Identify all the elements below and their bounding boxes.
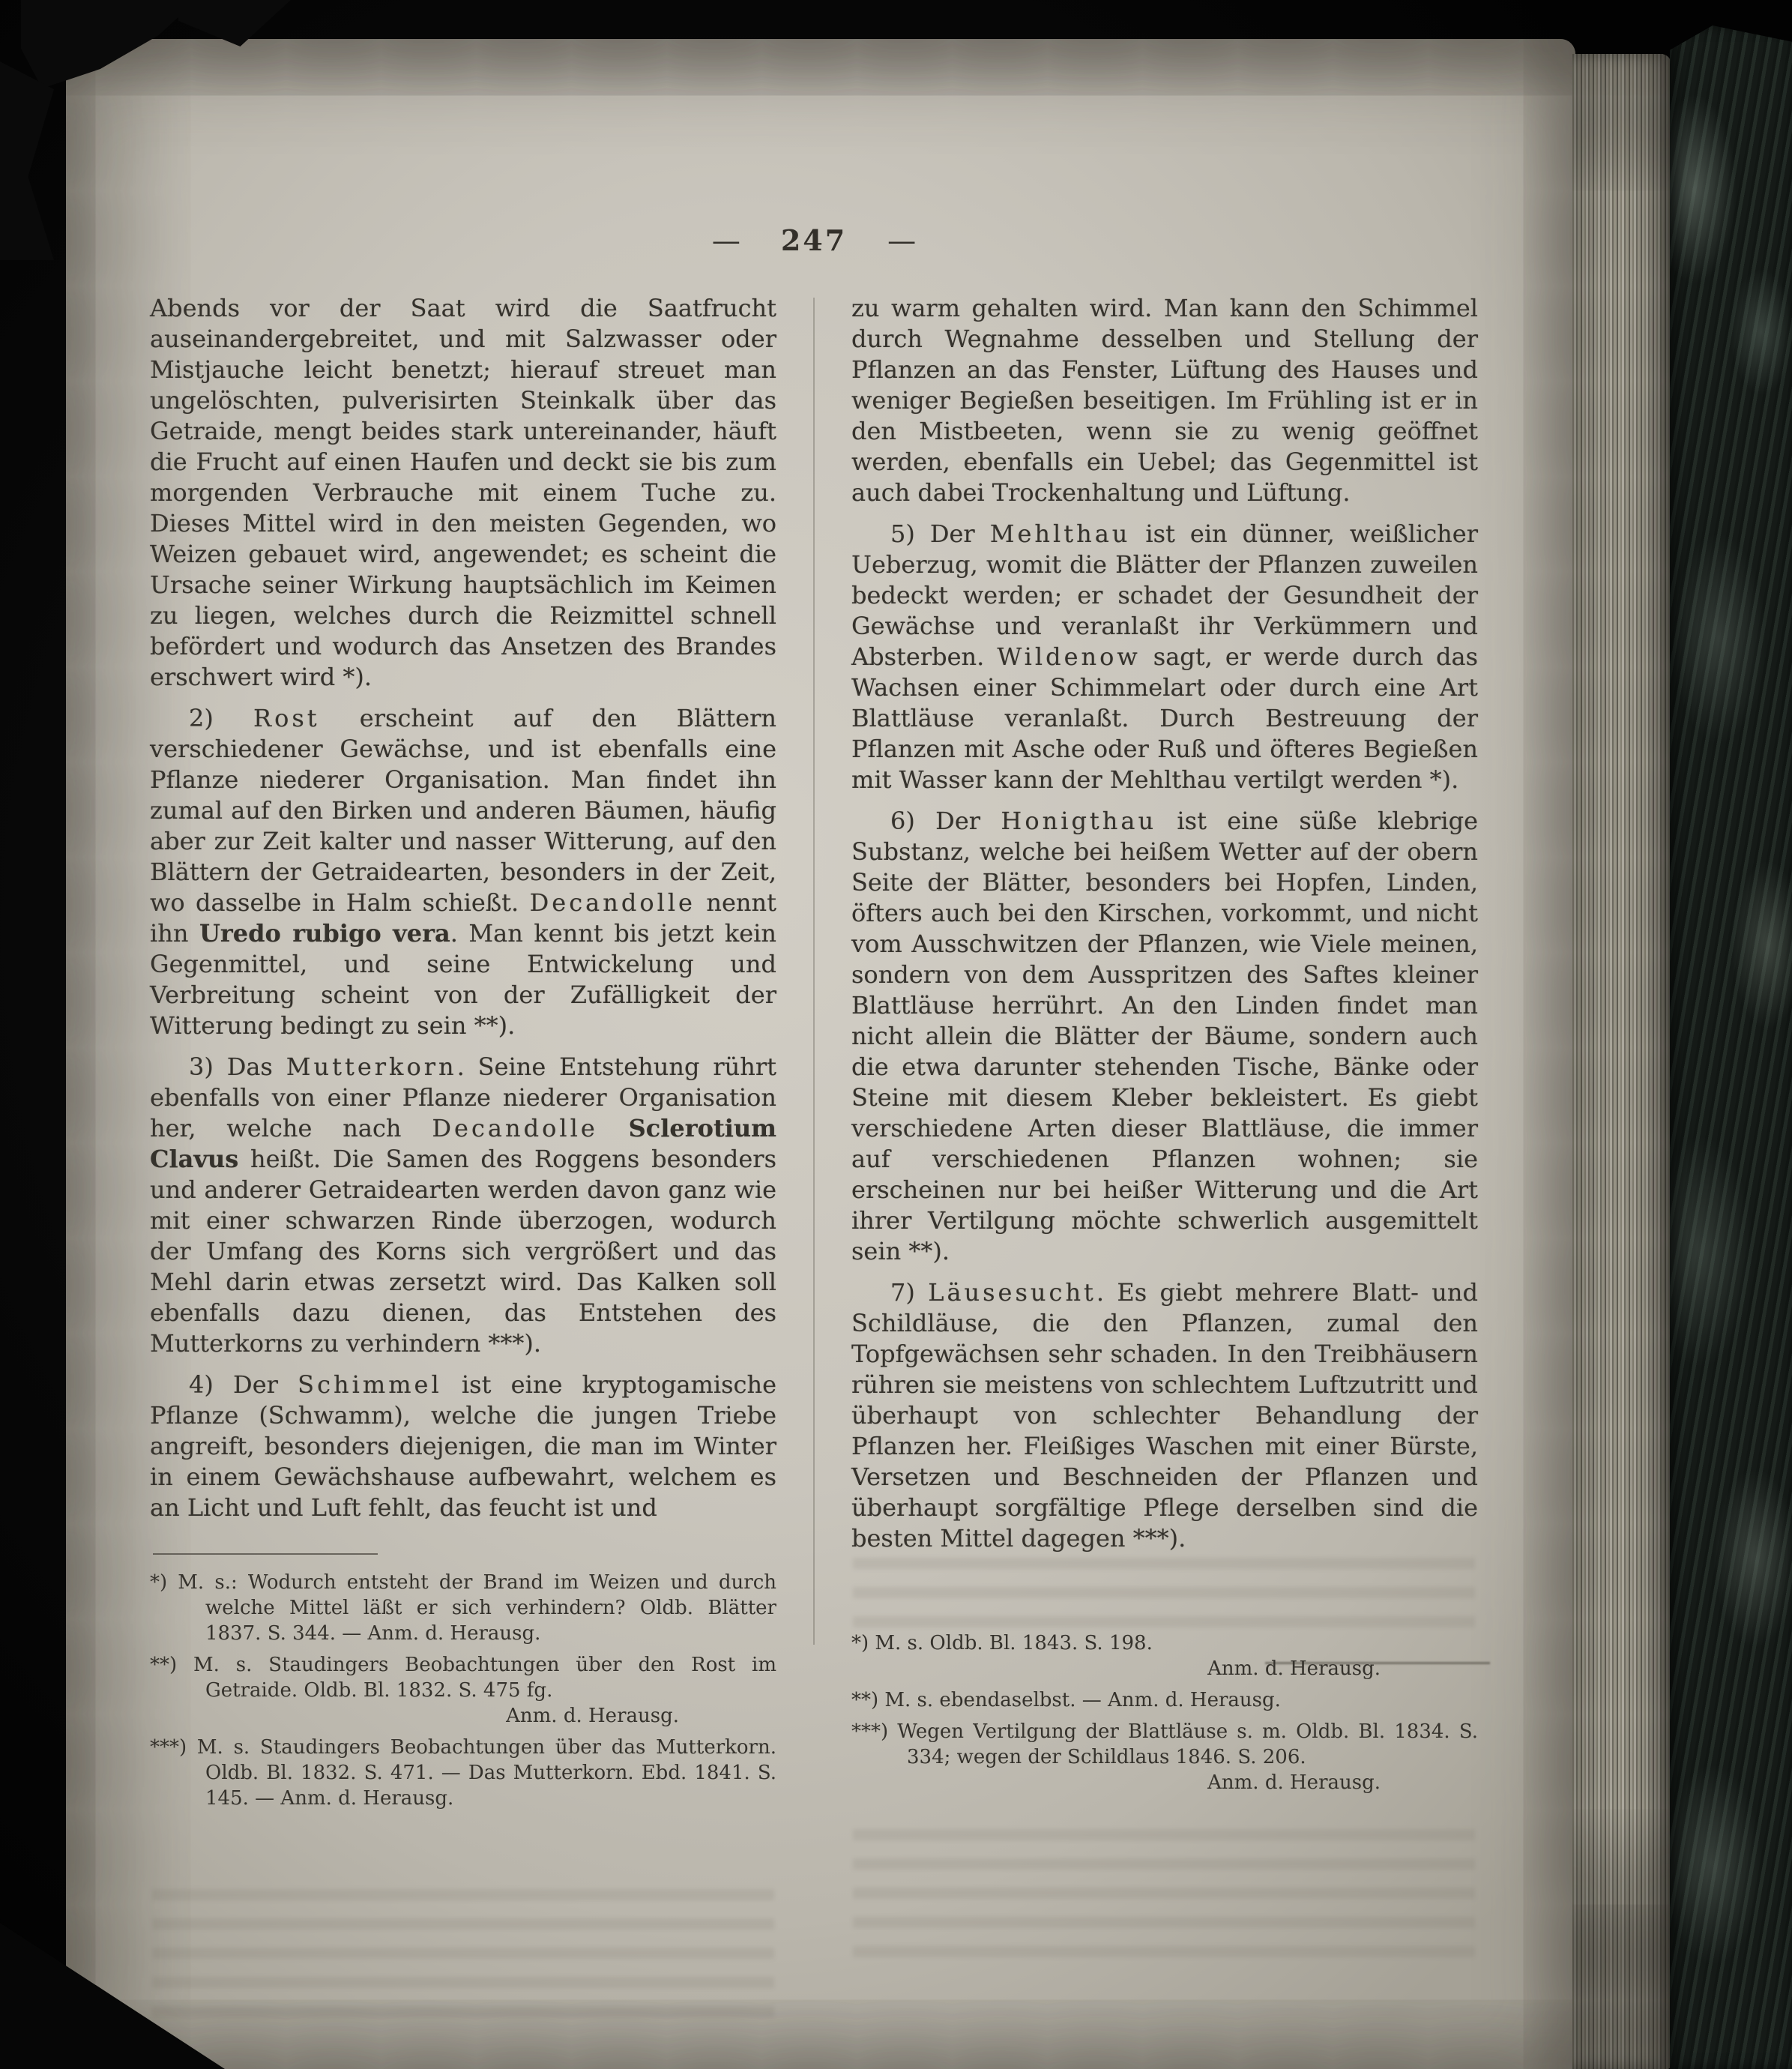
emphasis-spaced: Schimmel <box>298 1370 442 1399</box>
text-run: ist eine süße klebrige Substanz, welche bei heißem Wetter auf der obern Seite der Blätter, besonders bei Hopfen, Linden, öfters auch bei den Kirschen, vorkommt, und nicht vom Ausschwitzen der Pflanzen, wie Viele meinen, sondern von dem Ausspritzen des Saftes kleiner Blattläuse herrührt. An den Linden findet man nicht allein die Blätter der Bäume, sondern auch die etwa darunter stehenden Tische, Bänke oder Steine mit diesem Kleber bekleistert. Es giebt verschiedene Arten dieser Blattläuse, die immer auf verschiedenen Pflanzen wohnen; sie erscheinen nur bei heißer Witterung und die Art ihrer Vertilgung möchte schwerlich ausgemittelt sein **). <box>851 807 1479 1265</box>
left-column-paragraphs <box>150 293 776 1534</box>
page-number-value: 247 <box>780 223 848 257</box>
right-column <box>851 293 1478 1817</box>
column-divider-rule <box>813 298 815 1645</box>
paragraph <box>150 293 776 693</box>
text-columns <box>150 293 1478 1817</box>
footnote <box>150 1652 776 1729</box>
emphasis-spaced: Decandolle <box>529 888 696 917</box>
page-number-dash: — <box>887 224 917 257</box>
text-run: nennt ihn <box>150 888 777 948</box>
emphasis-spaced: Honigthau <box>1001 807 1157 835</box>
footnote-attribution: Anm. d. Herausg. <box>506 1705 679 1727</box>
bleed-through <box>853 1823 1475 1966</box>
book-cover-marbled <box>1670 25 1792 2069</box>
footnote <box>150 1570 776 1646</box>
text-run: zu warm gehalten wird. Man kann den Schimmel durch Wegnahme desselben und Stellung der Pflanzen an das Fenster, Lüftung des Hauses und weniger Begießen beseitigen. Im Frühling ist er in den Mistbeeten, wenn sie zu wenig geöffnet werden, ebenfalls ein Uebel; das Gegenmittel ist auch dabei Trockenhaltung und Lüftung. <box>851 294 1478 507</box>
text-run: heißt. Die Samen des Roggens besonders und anderer Getraidearten werden davon ganz wie mit einer schwarzen Rinde überzogen, wodurch der Umfang des Korns sich vergrößert und das Mehl darin etwas zersetzt wird. Das Kalken soll ebenfalls dazu dienen, das Entstehen des Mutterkorns zu verhindern ***). <box>150 1145 776 1358</box>
left-column-footnote-area <box>150 1534 776 1817</box>
left-column <box>150 293 776 1817</box>
right-column-footnote-area <box>851 1564 1478 1801</box>
text-run: ist eine kryptogamische Pflanze (Schwamm), welche die jungen Triebe angreift, besonders diejenigen, die man im Winter in einem Gewächshause aufbewahrt, welchem es an Licht und Luft fehlt, das feucht ist und <box>150 1370 777 1522</box>
page-content <box>150 223 1478 1817</box>
emphasis-bold: Uredo rubigo vera <box>199 919 450 948</box>
emphasis-spaced: Mehlthau <box>989 519 1131 548</box>
paragraph <box>851 293 1478 508</box>
footnote-text: ***) M. s. Staudingers Beobachtungen über das Mutterkorn. Oldb. Bl. 1832. S. 471. — Das Mutterkorn. Ebd. 1841. S. 145. — Anm. d. Herausg. <box>150 1736 776 1810</box>
paragraph <box>150 1052 776 1359</box>
footnote-separator-rule <box>153 1553 378 1555</box>
right-column-paragraphs <box>851 293 1478 1564</box>
text-run: 6) Der <box>890 807 1001 835</box>
emphasis-spaced: Läusesucht <box>928 1278 1096 1307</box>
text-run: erscheint auf den Blättern verschiedener Gewächse, und ist ebenfalls eine Pflanze niederer Organisation. Man findet ihn zumal auf den Birken und anderen Bäumen, häufig aber zur Zeit kalter und nasser Witterung, auf den Blättern der Getraidearten, besonders in der Zeit, wo dasselbe in Halm schießt. <box>150 704 777 917</box>
text-run: ist ein dünner, weißlicher Ueberzug, womit die Blätter der Pflanzen zuweilen bedeckt werden; er schadet der Gesundheit der Gewächse und veranlaßt ihr Verkümmern und Absterben. <box>851 519 1479 671</box>
footnote <box>851 1719 1478 1795</box>
paragraph <box>851 806 1478 1267</box>
footnote-attribution: Anm. d. Herausg. <box>1207 1771 1381 1794</box>
text-run: 5) Der <box>890 519 990 548</box>
page-edges <box>1572 54 1671 2069</box>
paragraph <box>150 1370 776 1523</box>
page-number-dash: — <box>711 224 740 257</box>
book-page <box>66 39 1575 2069</box>
footnotes <box>851 1630 1478 1795</box>
paragraph <box>851 1277 1478 1554</box>
footnote-text: **) M. s. ebendaselbst. — Anm. d. Herausg. <box>851 1689 1281 1711</box>
torn-paper-fragment <box>0 61 54 260</box>
text-run: 2) <box>189 704 253 732</box>
emphasis-bold: Sclerotium Clavus <box>150 1114 777 1173</box>
footnote-attribution: Anm. d. Herausg. <box>1207 1657 1381 1680</box>
text-run: Abends vor der Saat wird die Saatfrucht auseinandergebreitet, und mit Salzwasser oder Mistjauche leicht benetzt; hierauf streuet man ungelöschten, pulverisirten Steinkalk über das Getraide, mengt beides stark untereinander, häuft die Frucht auf einen Haufen und deckt sie bis zum morgenden Verbrauche mit einem Tuche zu. Dieses Mittel wird in den meisten Gegenden, wo Weizen gebauet wird, angewendet; es scheint die Ursache seiner Wirkung hauptsächlich im Keimen zu liegen, welches durch die Reizmittel schnell befördert und wodurch das Ansetzen des Brandes erschwert wird *). <box>150 294 776 691</box>
text-run: . Seine Entstehung rührt ebenfalls von einer Pflanze niederer Organisation her, welche nach <box>150 1052 777 1142</box>
bleed-through <box>152 1883 774 2026</box>
footnote-text: ***) Wegen Vertilgung der Blattläuse s. m. Oldb. Bl. 1834. S. 334; wegen der Schildlaus 1846. S. 206. <box>851 1720 1478 1768</box>
text-run: . Man kennt bis jetzt kein Gegenmittel, und seine Entwickelung und Verbreitung scheint von der Zufälligkeit der Witterung bedingt zu sein **). <box>150 919 777 1040</box>
paragraph <box>150 703 776 1041</box>
text-run: 4) Der <box>189 1370 298 1399</box>
emphasis-spaced: Decandolle <box>432 1114 598 1142</box>
emphasis-spaced: Mutterkorn <box>286 1052 457 1081</box>
footnote <box>851 1687 1478 1713</box>
paragraph <box>851 519 1478 795</box>
page-number <box>150 223 1478 257</box>
footnote <box>150 1735 776 1811</box>
footnote-text: *) M. s. Oldb. Bl. 1843. S. 198. <box>851 1632 1153 1654</box>
footnote <box>851 1630 1478 1681</box>
emphasis-spaced: Rost <box>253 704 320 732</box>
footnote-text: **) M. s. Staudingers Beobachtungen über den Rost im Getraide. Oldb. Bl. 1832. S. 475 fg. <box>150 1654 776 1702</box>
text-run <box>598 1114 629 1142</box>
footnotes <box>150 1570 776 1811</box>
text-run: 3) Das <box>189 1052 286 1081</box>
text-run: . Es giebt mehrere Blatt- und Schildläuse, die den Pflanzen, zumal den Topfgewächsen sehr schaden. In den Treibhäusern rühren sie meistens von schlechtem Luftzutritt und überhaupt von schlechter Behandlung der Pflanzen her. Fleißiges Waschen mit einer Bürste, Versetzen und Beschneiden der Pflanzen und überhaupt sorgfältige Pflege derselben sind die besten Mittel dagegen ***). <box>851 1278 1478 1552</box>
emphasis-spaced: Wildenow <box>997 642 1141 671</box>
footnote-text: *) M. s.: Wodurch entsteht der Brand im Weizen und durch welche Mittel läßt er sich verhindern? Oldb. Blätter 1837. S. 344. — Anm. d. Herausg. <box>150 1571 776 1645</box>
text-run: sagt, er werde durch das Wachsen einer Schimmelart oder durch eine Art Blattläuse veranlaßt. Durch Bestreuung der Pflanzen mit Asche oder Ruß und öfteres Begießen mit Wasser kann der Mehlthau vertilgt werden *). <box>851 642 1478 794</box>
text-run: 7) <box>890 1278 929 1307</box>
